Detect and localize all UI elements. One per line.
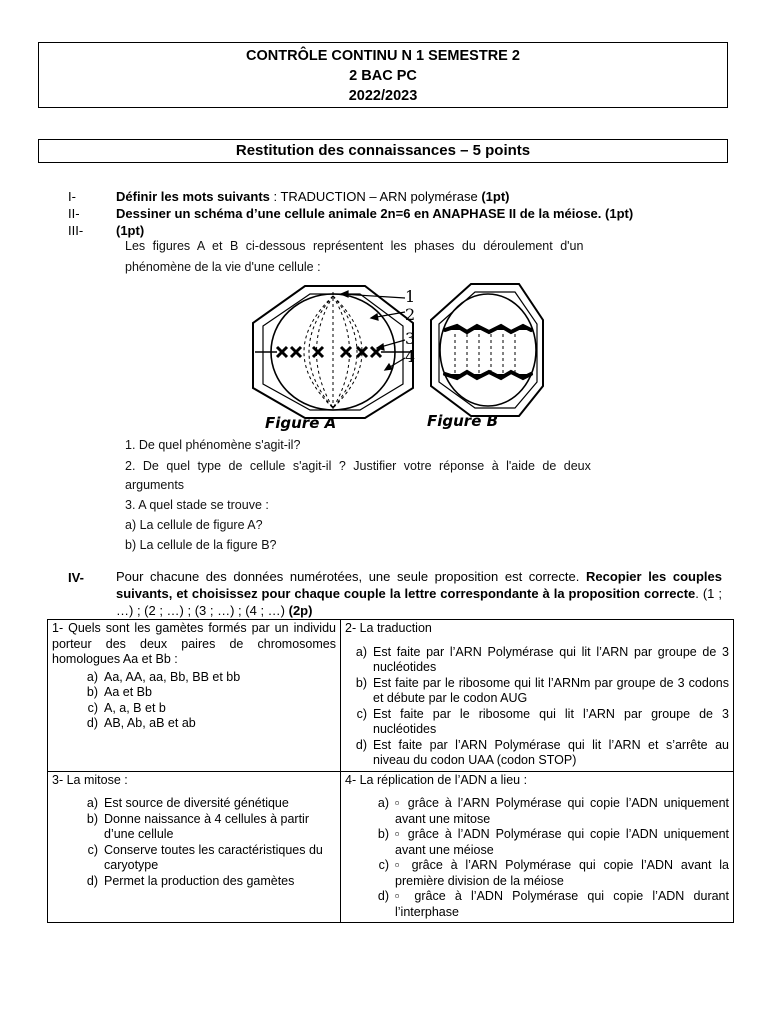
qcm-question-4: 4- La réplication de l’ADN a lieu :	[345, 772, 528, 787]
question-3-sub-2b: arguments	[125, 478, 185, 492]
qcm-options-4	[367, 796, 729, 920]
question-4-text	[116, 568, 722, 619]
question-3-sub-3a: a) La cellule de figure A?	[125, 518, 263, 532]
question-3-intro-1: Les figures A et B ci-dessous représentent les phases du déroulement d'un	[125, 239, 584, 253]
figure-b-caption: Figure B	[427, 412, 499, 430]
qcm-options-3	[76, 796, 336, 889]
qcm-cell-1	[48, 620, 341, 772]
qcm-cell-4	[341, 771, 734, 923]
question-1-rest: : TRADUCTION – ARN polymérase	[269, 189, 482, 204]
list-item: d) Permet la production des gamètes	[86, 873, 295, 888]
question-1-bold: Définir les mots suivants	[116, 189, 270, 204]
figure-b-chromosomes	[445, 326, 531, 378]
question-3-sub-3: 3. A quel stade se trouve :	[125, 498, 269, 512]
qcm-options-2	[345, 645, 729, 769]
question-1-text	[116, 189, 728, 204]
figure-label-4: 4	[405, 347, 416, 366]
question-1-points: (1pt)	[481, 189, 510, 204]
qcm-cell-2	[341, 620, 734, 772]
mitosis-figure	[245, 278, 545, 433]
question-3-number: III-	[68, 223, 84, 238]
figure-label-2: 2	[405, 305, 416, 324]
qcm-question-2: 2- La traduction	[345, 621, 432, 635]
question-1-number: I-	[68, 189, 76, 204]
question-4-points: (2p)	[288, 603, 313, 618]
list-item: b) Donne naissance à 4 cellules à partir d’une cellule	[86, 811, 309, 841]
list-item: b) ▫ grâce à l’ADN Polymérase qui copie l’ADN uniquement avant une méiose	[377, 827, 729, 857]
question-2-text: Dessiner un schéma d’une cellule animale 2n=6 en ANAPHASE II de la méiose. (1pt)	[116, 206, 634, 221]
table-row	[48, 620, 734, 772]
list-item: d) Est faite par l’ARN Polymérase qui lit l’ARN et s’arrête au niveau du codon UAA (codon STOP)	[355, 737, 729, 767]
question-3-points: (1pt)	[116, 223, 145, 238]
list-item: c) Est faite par le ribosome qui lit l’ARN par groupe de 3 nucléotides	[356, 706, 729, 736]
list-item: c) A, a, B et b	[87, 700, 166, 715]
qcm-table	[47, 619, 734, 923]
question-4-instruction: Recopier les couples suivants, et choisissez pour chaque couple la lettre correspondante à la proposition correcte	[116, 569, 722, 601]
section-title: Restitution des connaissances – 5 points	[38, 139, 728, 163]
figure-label-3: 3	[405, 329, 416, 348]
figure-b-cell	[431, 284, 543, 416]
figure-label-1: 1	[405, 287, 416, 306]
question-3-intro-2: phénomène de la vie d'une cellule :	[125, 260, 321, 274]
list-item: b) Est faite par le ribosome qui lit l’ARNm par groupe de 3 codons et débute par le codon AUG	[355, 675, 729, 705]
qcm-question-1: 1- Quels sont les gamètes formés par un individu porteur des deux paires de chromosomes homologues Aa et Bb :	[52, 621, 336, 666]
question-3-sub-1: 1. De quel phénomène s'agit-il?	[125, 438, 301, 452]
qcm-cell-3	[48, 771, 341, 923]
question-3-sub-2a: 2. De quel type de cellule s'agit-il ? Justifier votre réponse à l'aide de deux	[125, 459, 591, 473]
figure-a-caption: Figure A	[265, 414, 337, 432]
list-item: b) Aa et Bb	[86, 685, 152, 699]
list-item: a) ▫ grâce à l’ARN Polymérase qui copie l’ADN uniquement avant une mitose	[377, 796, 729, 826]
exam-class: 2 BAC PC	[349, 68, 417, 84]
qcm-question-3: 3- La mitose :	[52, 772, 128, 787]
qcm-options-1	[76, 670, 336, 732]
list-item: d) AB, Ab, aB et ab	[86, 716, 196, 730]
question-4-number: IV-	[68, 570, 84, 585]
question-4-intro: Pour chacune des données numérotées, une seule proposition est correcte.	[116, 569, 586, 584]
exam-year: 2022/2023	[348, 88, 418, 104]
list-item: a) Est faite par l’ARN Polymérase qui lit l’ARN par groupe de 3 nucléotides	[355, 644, 729, 674]
list-item: a) Aa, AA, aa, Bb, BB et bb	[86, 669, 241, 684]
exam-title: CONTRÔLE CONTINU N 1 SEMESTRE 2	[246, 48, 520, 64]
exam-header	[38, 42, 728, 108]
table-row	[48, 771, 734, 923]
list-item: a) Est source de diversité génétique	[86, 796, 289, 810]
question-4-couples: . (1 ; …) ; (2 ; …) ; (3 ; …) ; (4 ; …)	[116, 586, 722, 618]
list-item: c) Conserve toutes les caractéristiques du caryotype	[87, 842, 323, 872]
list-item: c) ▫ grâce à l’ARN Polymérase qui copie l’ADN avant la première division de la méiose	[378, 858, 729, 888]
question-3-sub-3b: b) La cellule de la figure B?	[125, 538, 277, 552]
question-2-number: II-	[68, 206, 80, 221]
list-item: d) ▫ grâce à l’ADN Polymérase qui copie l’ADN durant l’interphase	[377, 889, 729, 919]
